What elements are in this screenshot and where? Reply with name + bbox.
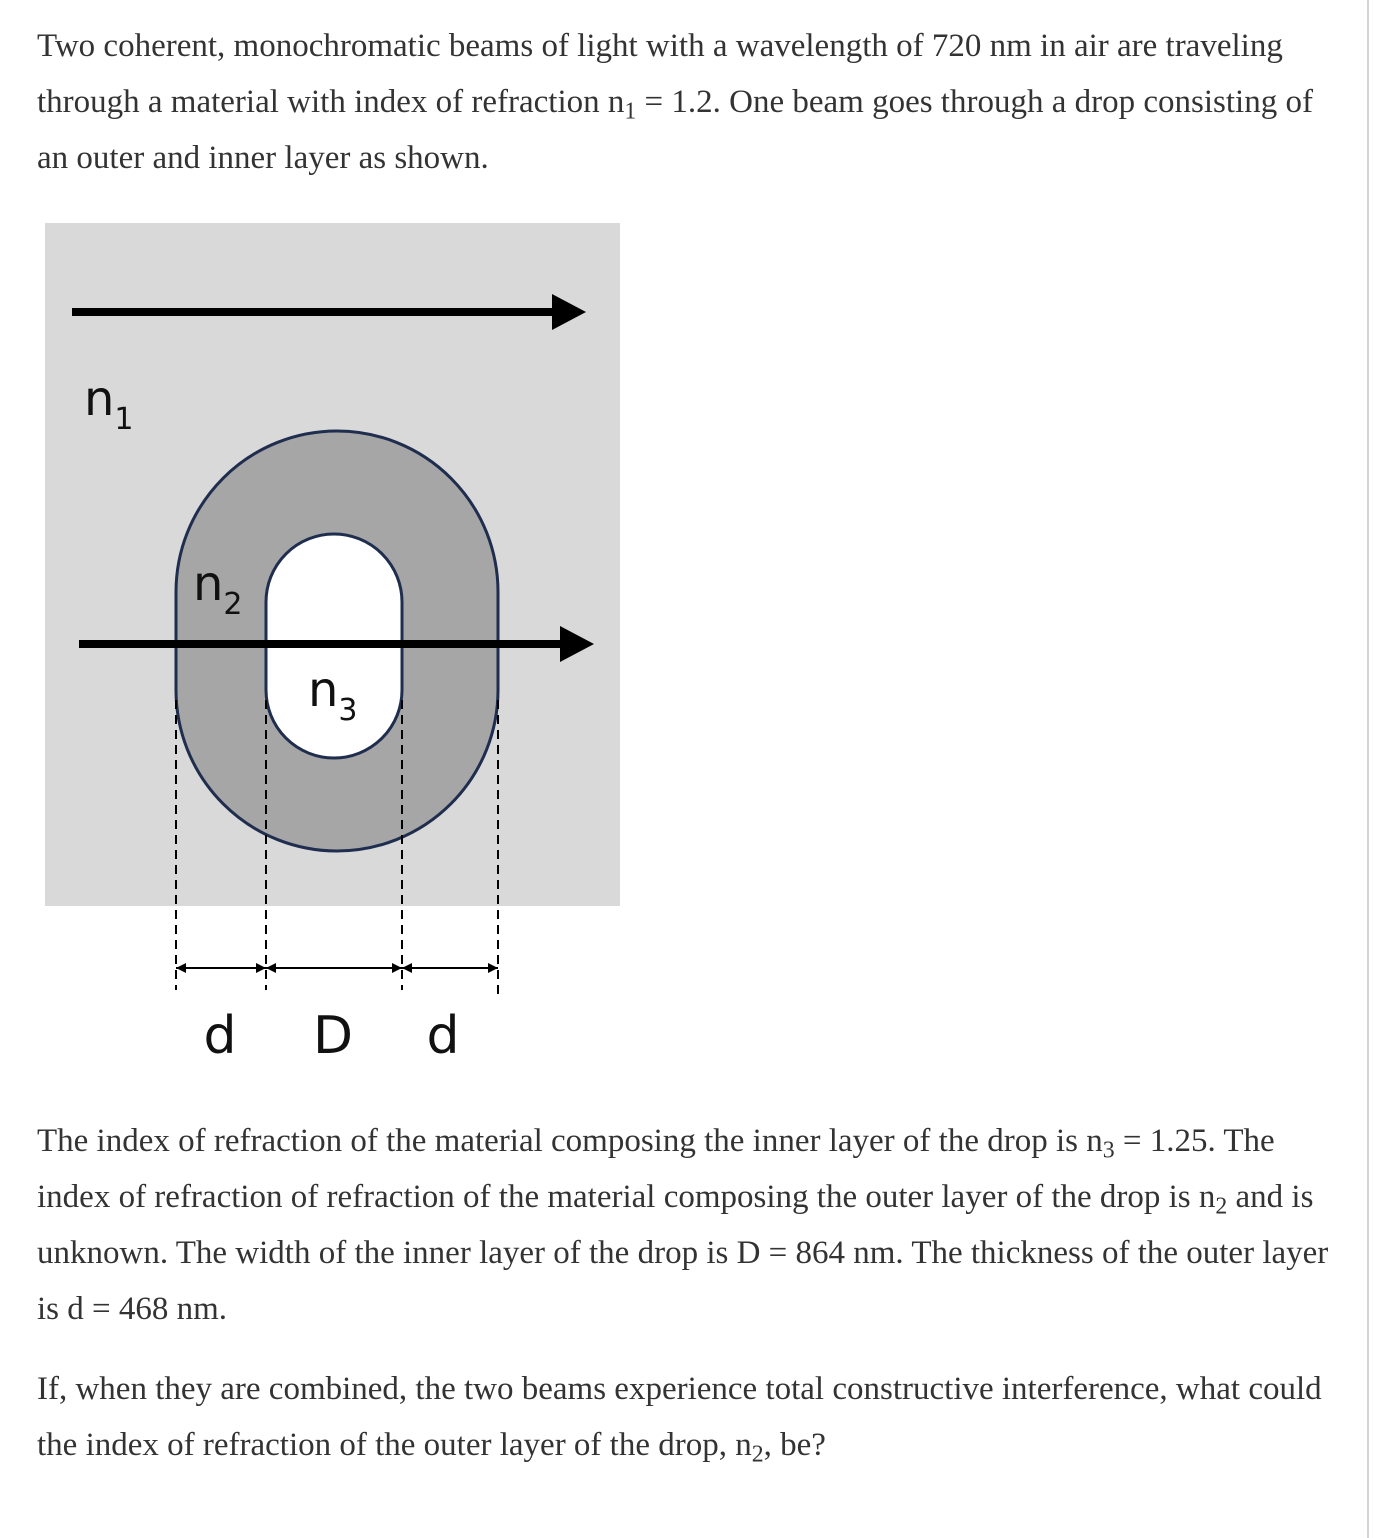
details-text-b: = 1.25. The index of refraction of refraction of the material composing the outer layer of the drop is n <box>37 1123 1275 1215</box>
question-text-b: , be? <box>763 1427 826 1463</box>
question-subscript-2: 2 <box>751 1441 764 1468</box>
details-subscript-3: 3 <box>1102 1137 1115 1164</box>
intro-subscript-1: 1 <box>624 98 637 125</box>
intro-text-a: Two coherent, monochromatic beams of light with a wavelength of 720 nm in air are traveling through a material with index of refraction n <box>37 28 1283 120</box>
intro-text-b: = 1.2. One beam goes through a drop consisting of an outer and inner layer as shown. <box>37 84 1313 176</box>
question-paragraph <box>37 1361 1342 1473</box>
label-d-left: d <box>203 1006 237 1066</box>
question-text-a: If, when they are combined, the two beams experience total constructive interference, what could the index of refraction of the outer layer of the drop, n <box>37 1371 1322 1463</box>
label-n2: $n_2$ <box>193 556 243 622</box>
details-paragraph <box>37 1113 1342 1337</box>
label-n3: $n_3$ <box>308 662 358 728</box>
details-subscript-2: 2 <box>1215 1193 1228 1220</box>
label-d-right: d <box>426 1006 460 1066</box>
label-D: D <box>312 1006 354 1066</box>
label-n1: $n_1$ <box>84 371 134 437</box>
details-text-a: The index of refraction of the material composing the inner layer of the drop is n <box>37 1123 1103 1159</box>
details-text-c: and is unknown. The width of the inner layer of the drop is D = 864 nm. The thickness of the outer layer is d = 468 nm. <box>37 1179 1329 1327</box>
